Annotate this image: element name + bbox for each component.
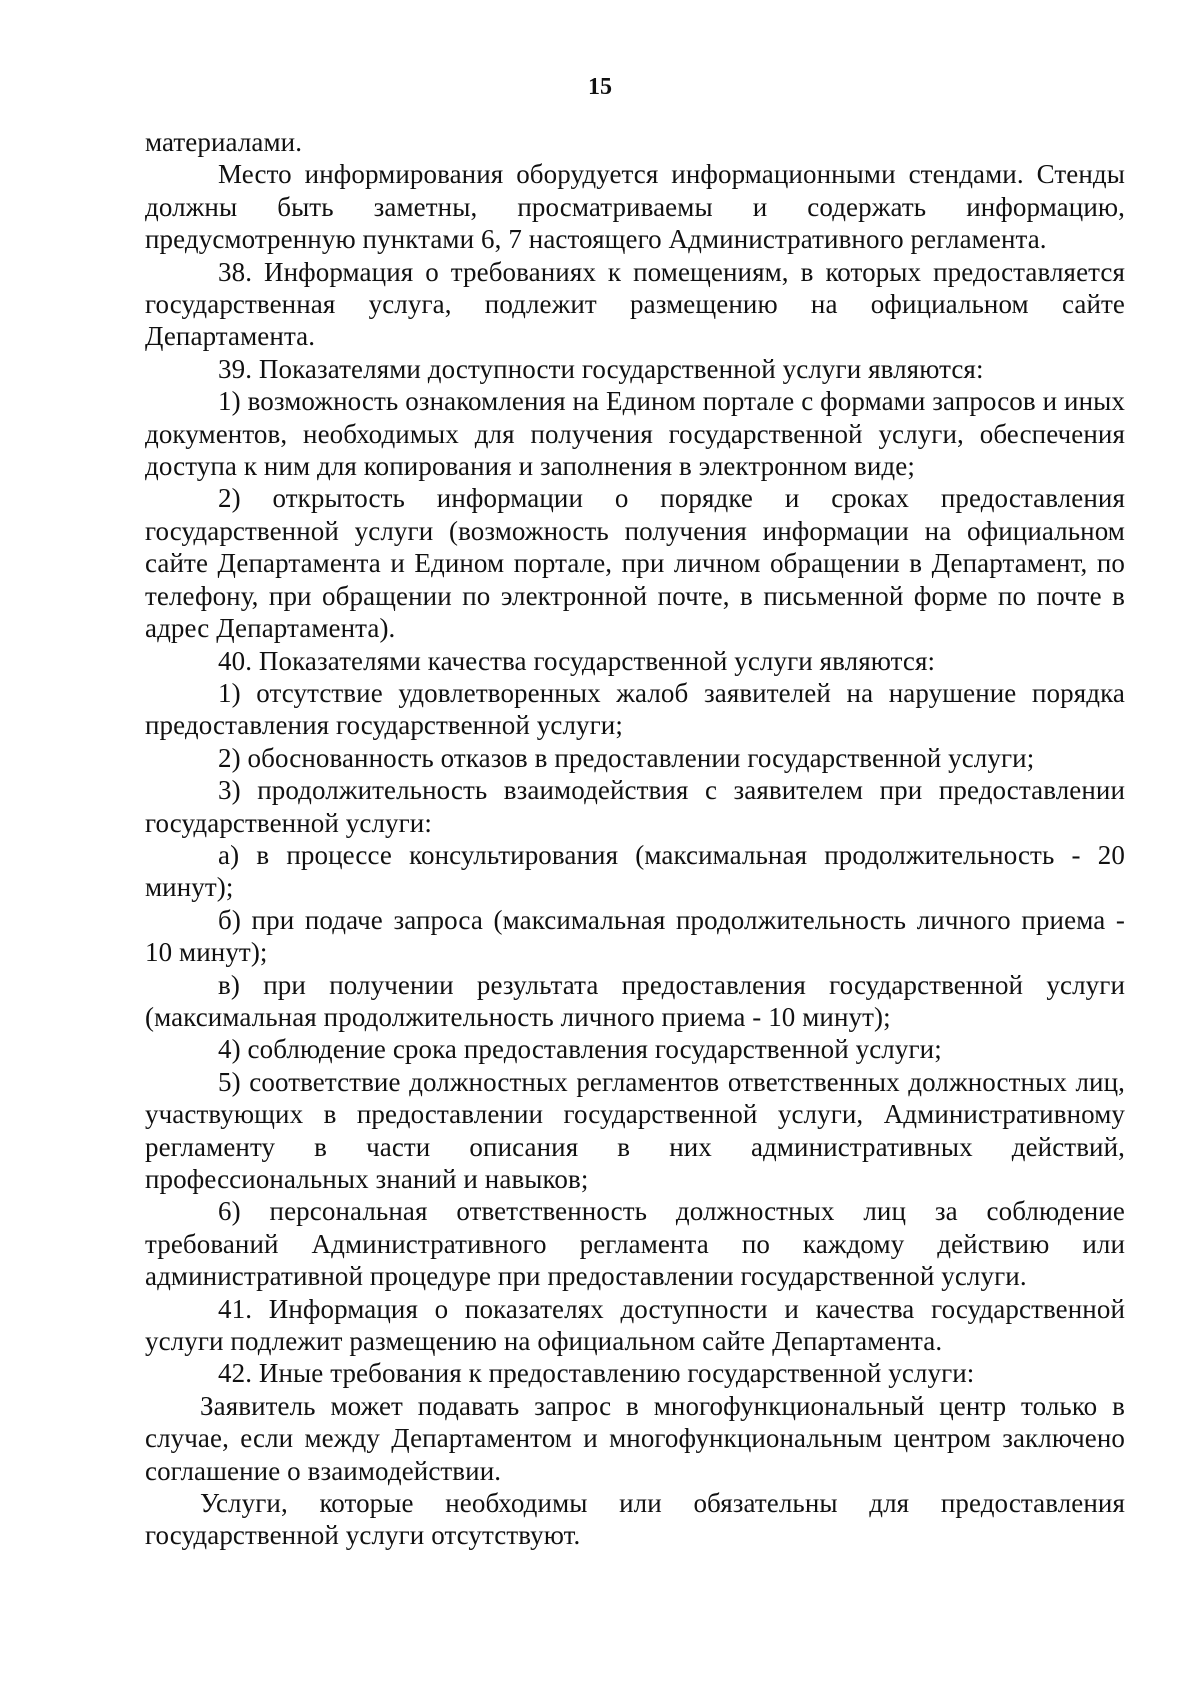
paragraph: материалами. bbox=[145, 127, 303, 157]
paragraph: 40. Показателями качества государственной услуги являются: bbox=[218, 645, 936, 676]
list-item: 2) обоснованность отказов в предоставлении государственной услуги; bbox=[218, 742, 1035, 773]
paragraph: 38. Информация о требованиях к помещениям, в которых предоставляется государственная услуга, подлежит размещению на официальном сайте Департамента. bbox=[145, 256, 1125, 352]
list-item: а) в процессе консультирования (максимальная продолжительность - 20 минут); bbox=[145, 839, 1125, 903]
list-item: 1) отсутствие удовлетворенных жалоб заявителей на нарушение порядка предоставления государственной услуги; bbox=[145, 677, 1125, 741]
page-number: 15 bbox=[588, 74, 612, 100]
list-item: 4) соблюдение срока предоставления государственной услуги; bbox=[218, 1034, 942, 1065]
list-item: 1) возможность ознакомления на Едином портале с формами запросов и иных документов, необходимых для получения государственной услуги, обеспечения доступа к ним для копирования и заполнения в электронном виде; bbox=[145, 386, 1125, 482]
paragraph: Услуги, которые необходимы или обязательны для предоставления государственной услуги отсутствуют. bbox=[145, 1488, 1125, 1551]
list-item: 3) продолжительность взаимодействия с заявителем при предоставлении государственной услуги: bbox=[145, 775, 1125, 838]
paragraph: Место информирования оборудуется информационными стендами. Стенды должны быть заметны, просматриваемы и содержать информацию, предусмотренную пунктами 6, 7 настоящего Административного регламента. bbox=[145, 159, 1125, 255]
paragraph: 41. Информация о показателях доступности и качества государственной услуги подлежит размещению на официальном сайте Департамента. bbox=[145, 1293, 1125, 1357]
paragraph: Заявитель может подавать запрос в многофункциональный центр только в случае, если между Департаментом и многофункциональным центром заключено соглашение о взаимодействии. bbox=[145, 1390, 1125, 1486]
list-item: 2) открытость информации о порядке и сроках предоставления государственной услуги (возможность получения информации на официальном сайте Департамента и Едином портале, при личном обращении в Департамент, по телефону, при обращении по электронной почте, в письменной форме по почте в адрес Департамента). bbox=[145, 483, 1125, 644]
list-item: 5) соответствие должностных регламентов ответственных должностных лиц, участвующих в предоставлении государственной услуги, Административному регламенту в части описания в них административных действий, профессиональных знаний и навыков; bbox=[145, 1066, 1125, 1194]
list-item: б) при подаче запроса (максимальная продолжительность личного приема - 10 минут); bbox=[145, 904, 1125, 968]
document-body bbox=[145, 126, 1125, 1552]
list-item: в) при получении результата предоставления государственной услуги (максимальная продолжительность личного приема - 10 минут); bbox=[145, 969, 1125, 1032]
list-item: 6) персональная ответственность должностных лиц за соблюдение требований Административного регламента по каждому действию или административной процедуре при предоставлении государственной услуги. bbox=[145, 1196, 1125, 1292]
paragraph: 39. Показателями доступности государственной услуги являются: bbox=[218, 353, 984, 384]
paragraph: 42. Иные требования к предоставлению государственной услуги: bbox=[218, 1358, 975, 1389]
